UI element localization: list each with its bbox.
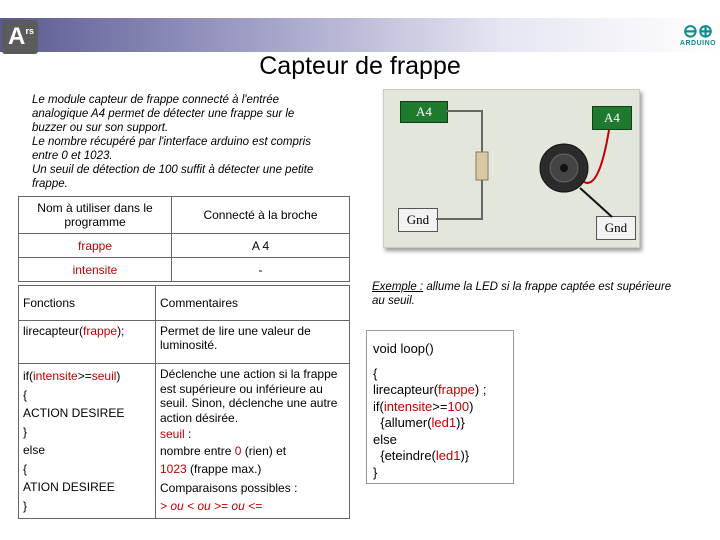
code-text: {eteindre(: [373, 448, 436, 463]
code-arg: frappe: [438, 382, 475, 397]
sensor-photo: [383, 89, 640, 248]
label-gnd-right: Gnd: [596, 216, 636, 240]
comment-line: [160, 444, 345, 459]
code-line: ACTION DESIREE: [23, 406, 125, 420]
code-line: {: [23, 387, 28, 402]
table-cell: [19, 364, 156, 519]
table-row: [19, 258, 350, 282]
comment-text: :: [184, 427, 192, 441]
code-line: {: [373, 365, 378, 381]
code-var: seuil: [91, 369, 117, 383]
code-text: )}: [456, 415, 465, 430]
comment-line: [160, 427, 345, 442]
code-text: lirecapteur(: [23, 324, 84, 338]
comment-line: [160, 462, 345, 477]
table-header-row: [19, 197, 350, 234]
code-line: [23, 367, 151, 386]
code-line: {: [23, 461, 28, 476]
page-title: Capteur de frappe: [259, 52, 461, 80]
table-cell: Permet de lire une valeur de luminosité.: [156, 321, 350, 364]
code-val: 100: [447, 398, 470, 414]
wiring-diagram: [384, 90, 639, 247]
code-arg: led1: [435, 448, 461, 463]
table-cell: intensite: [19, 258, 172, 282]
example-code: [373, 341, 486, 481]
example-label: Exemple :: [372, 281, 424, 293]
table-cell: A 4: [172, 234, 350, 258]
code-text: >=: [77, 369, 92, 383]
description-line: Un seuil de détection de 100 suffit à détecter une petite frappe.: [32, 164, 314, 190]
table-header-cell: Fonctions: [19, 286, 156, 321]
table-header-row: [19, 286, 350, 321]
comment-line: Comparaisons possibles :: [160, 480, 298, 495]
description-line: Le nombre récupéré par l'interface arduino est compris entre 0 et 1023.: [32, 136, 311, 162]
description-line: Le module capteur de frappe connecté à l'entrée analogique A4 permet de détecter une frappe sur le buzzer ou sur son support.: [32, 94, 295, 134]
code-var: intensite: [383, 398, 433, 414]
code-line: else: [373, 431, 397, 447]
logo-text: A: [8, 23, 26, 50]
sensor-resistor: [476, 152, 488, 180]
table-row: [19, 321, 350, 364]
buzzer-black-wire: [580, 188, 612, 217]
keyword: seuil: [160, 427, 185, 441]
code-text: ) ;: [474, 382, 487, 397]
table-header-cell: Commentaires: [156, 286, 350, 321]
code-arg: frappe: [83, 324, 118, 338]
table-cell: -: [172, 258, 350, 282]
arduino-logo-icon: ⊖⊕: [682, 21, 714, 41]
comment-line: > ou < ou >= ou <=: [160, 499, 263, 513]
label-a4-left: A4: [400, 101, 448, 123]
comment-text: Déclenche une action si la frappe est supérieure ou inférieure au seuil. Sinon, déclenche une autre action désirée.: [160, 367, 338, 425]
table-row: [19, 364, 350, 519]
label-a4-right: A4: [592, 106, 632, 130]
comment-text: (rien) et: [241, 443, 287, 458]
keyword: 0: [234, 443, 242, 458]
code-line: }: [23, 424, 28, 439]
keyword: 1023: [160, 462, 187, 476]
buzzer-hole: [560, 164, 568, 172]
table-cell: [156, 364, 350, 519]
code-text: )}: [460, 448, 470, 463]
table-row: [19, 234, 350, 258]
code-line: }: [23, 498, 28, 513]
comment-text: nombre entre: [160, 443, 235, 458]
comment-text: (frappe max.): [186, 462, 262, 476]
table-cell: [19, 321, 156, 364]
arduino-logo: [676, 22, 720, 52]
example-text: allume la LED si la frappe captée est supérieure au seuil.: [372, 281, 672, 307]
table-header-cell: Nom à utiliser dans le programme: [19, 197, 172, 234]
logo: [2, 20, 38, 54]
code-arg: led1: [431, 415, 457, 430]
table-cell: frappe: [19, 234, 172, 258]
code-text: ): [469, 398, 474, 414]
code-line: [373, 399, 486, 416]
code-line: }: [373, 464, 378, 480]
code-text: {allumer(: [373, 415, 432, 430]
code-text: ): [116, 369, 121, 383]
variable-table: [18, 196, 350, 282]
buzzer-red-wire: [584, 130, 609, 183]
code-text: lirecapteur(: [373, 382, 439, 397]
description: [32, 93, 332, 191]
table-header-cell: Connecté à la broche: [172, 197, 350, 234]
code-line: [373, 382, 486, 399]
functions-table: [18, 285, 350, 519]
code-line: void loop(): [373, 341, 434, 356]
code-text: if(: [373, 398, 384, 414]
code-var: intensite: [33, 369, 78, 383]
arduino-logo-text: ARDUINO: [679, 40, 717, 47]
code-text: >=: [432, 398, 448, 414]
code-line: [373, 448, 486, 465]
code-line: [373, 415, 486, 432]
code-text: );: [117, 324, 125, 338]
code-line: ATION DESIREE: [23, 480, 115, 494]
logo-subtext: rs: [25, 26, 34, 36]
example-heading: [372, 280, 672, 308]
code-line: else: [23, 443, 46, 457]
label-gnd-left: Gnd: [398, 208, 438, 232]
code-text: if(: [23, 369, 33, 383]
header-bar: [0, 18, 720, 52]
